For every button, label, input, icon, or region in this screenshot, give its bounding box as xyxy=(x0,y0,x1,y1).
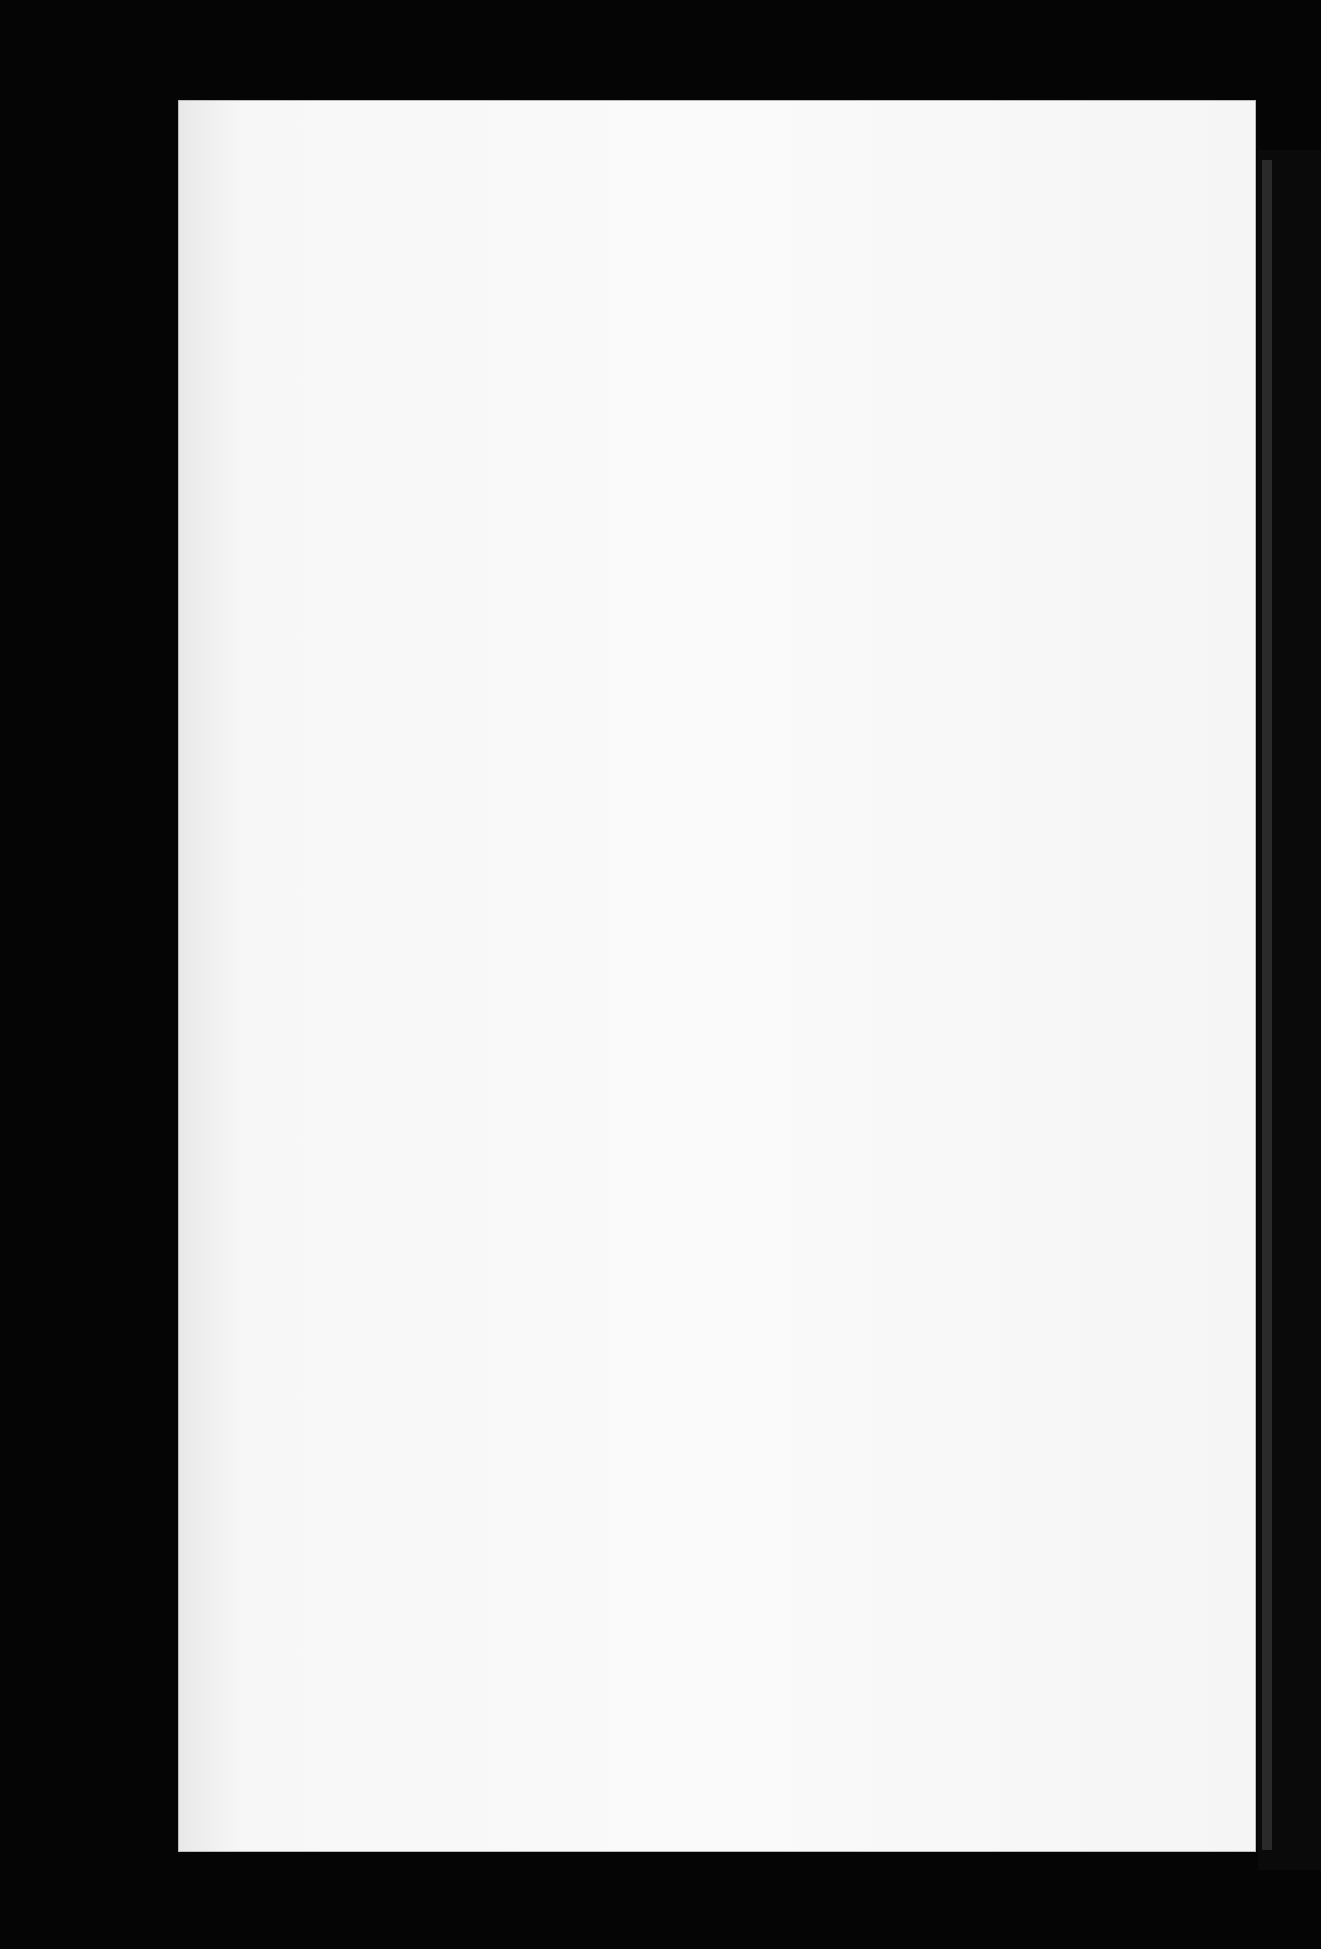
running-head xyxy=(433,276,1133,320)
next-page-edge xyxy=(1262,160,1272,1850)
book-page xyxy=(178,100,1256,1852)
